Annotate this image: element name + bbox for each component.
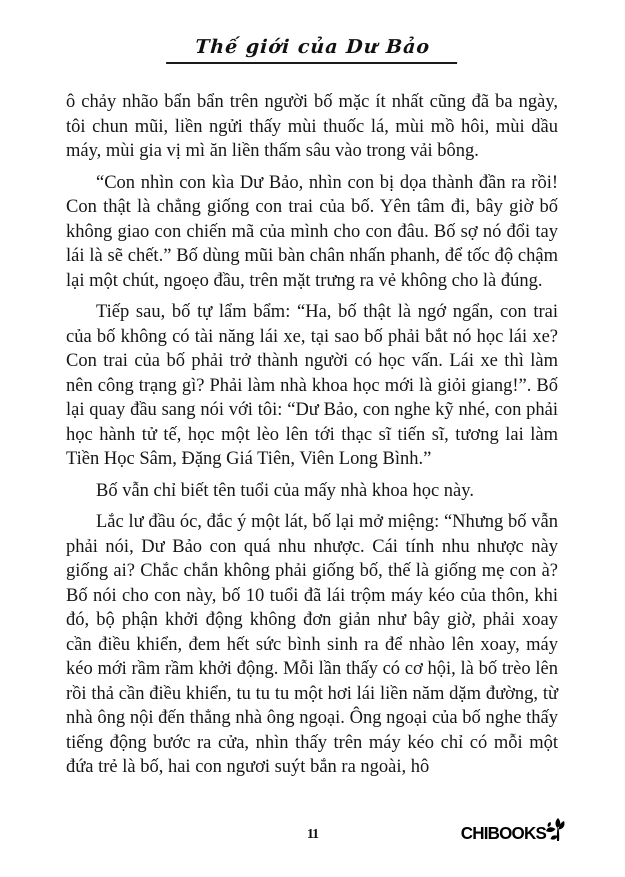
tulip-icon [547,823,567,845]
paragraph-3: Tiếp sau, bố tự lẩm bẩm: “Ha, bố thật là ngớ ngẩn, con trai của bố không có tài năng lái xe, tại sao bố phải bắt nó học lái xe? Con trai của bố phải trở thành người có học vấn. Lái xe thì làm nên công trạng gì? Phải làm nhà khoa học mới là giỏi giang!”. Bố lại quay đầu sang nói với tôi: “Dư Bảo, con nghe kỹ nhé, con phải học hành tử tế, học một lèo lên tới thạc sĩ tiến sĩ, tương lai làm Tiền Học Sâm, Đặng Giá Tiên, Viên Long Bình.” [66,302,558,469]
publisher-logo [461,823,567,845]
paragraph-2: “Con nhìn con kìa Dư Bảo, nhìn con bị dọa thành đần ra rồi! Con thật là chẳng giống con trai của bố. Yên tâm đi, bây giờ bố không giao con chiến mã của mình cho con đâu. Bố sợ nó đổi tay lái là sẽ chết.” Bố dùng mũi bàn chân nhấn phanh, để tốc độ chậm lại một chút, ngoẹo đầu, trên mặt trưng ra vẻ không cho là đúng. [66,172,558,291]
page-footer [0,823,625,855]
page-number: 11 [306,827,319,842]
running-header [0,36,625,64]
paragraph-1: ô chảy nhão bẩn bẩn trên người bố mặc ít nhất cũng đã ba ngày, tôi chun mũi, liền ngửi thấy mùi thuốc lá, mùi mồ hôi, mùi dầu máy, mùi gia vị mì ăn liền thấm sâu vào trong vải bông. [66,92,558,161]
paragraph-4: Bố vẫn chỉ biết tên tuổi của mấy nhà khoa học này. [96,480,474,501]
page-header-title: Thế giới của Dư Bảo [166,36,459,64]
page-body [66,90,558,787]
paragraph-5: Lắc lư đầu óc, đắc ý một lát, bố lại mở miệng: “Nhưng bố vẫn phải nói, Dư Bảo con quá nhu nhược. Cái tính nhu nhược này giống ai? Chắc chắn không phải giống bố, thế là giống mẹ con à? Bố nói cho con này, bố 10 tuổi đã lái trộm máy kéo của thôn, khi đó, bộ phận khởi động không đơn giản như bây giờ, phải xoay cần điều khiển, đem hết sức bình sinh ra để nhào lên xoay, máy kéo mới rầm rầm khởi động. Mỗi lần thấy có cơ hội, là bố trèo lên rồi thả cần điều khiển, tu tu tu một hơi lái liền năm dặm đường, từ nhà ông nội đến thẳng nhà ông ngoại. Ông ngoại của bố nghe thấy tiếng động bước ra cửa, nhìn thấy trên máy kéo chỉ có mỗi một đứa trẻ là bố, hai con ngươi suýt bắn ra ngoài, hô [66,512,558,777]
publisher-logo-text: CHIBOOKS [460,823,546,844]
